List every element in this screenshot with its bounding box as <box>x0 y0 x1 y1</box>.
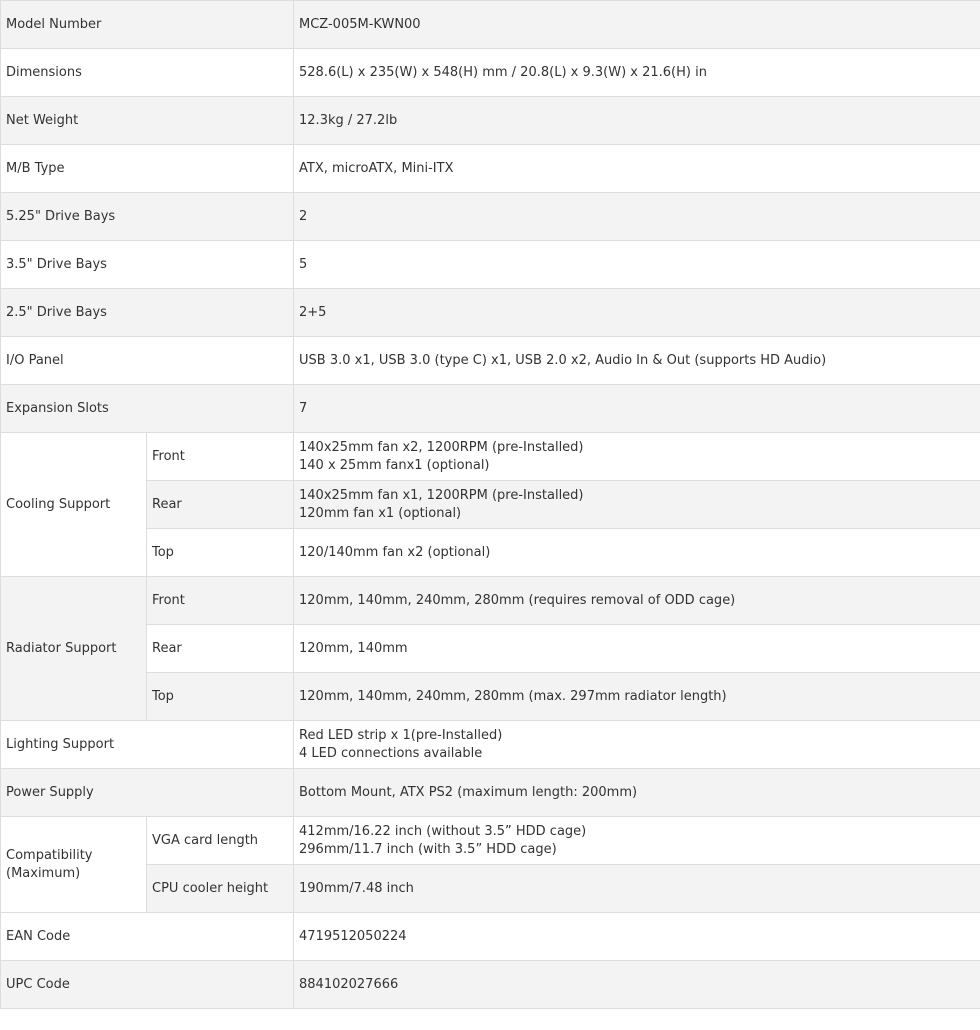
row-value: USB 3.0 x1, USB 3.0 (type C) x1, USB 2.0 x2, Audio In & Out (supports HD Audio) <box>294 337 980 385</box>
row-value: 12.3kg / 27.2lb <box>294 97 980 145</box>
row-value: 884102027666 <box>294 961 980 1009</box>
row-label: I/O Panel <box>1 337 294 385</box>
table-row <box>1 1 980 49</box>
row-value: 5 <box>294 241 980 289</box>
row-value <box>294 433 980 481</box>
label-line: Compatibility <box>6 847 93 863</box>
row-label: Power Supply <box>1 769 294 817</box>
row-value: 4719512050224 <box>294 913 980 961</box>
value-line: 140x25mm fan x2, 1200RPM (pre-Installed) <box>299 439 584 455</box>
row-value: ATX, microATX, Mini-ITX <box>294 145 980 193</box>
table-row <box>1 913 980 961</box>
value-line: 4 LED connections available <box>299 745 483 761</box>
value-line: Red LED strip x 1(pre-Installed) <box>299 727 503 743</box>
value-line: 296mm/11.7 inch (with 3.5” HDD cage) <box>299 841 557 857</box>
row-label: Dimensions <box>1 49 294 97</box>
row-value <box>294 481 980 529</box>
table-row <box>1 769 980 817</box>
row-label: 2.5" Drive Bays <box>1 289 294 337</box>
row-label: Model Number <box>1 1 294 49</box>
row-value: 120mm, 140mm, 240mm, 280mm (requires removal of ODD cage) <box>294 577 980 625</box>
row-value: 528.6(L) x 235(W) x 548(H) mm / 20.8(L) x 9.3(W) x 21.6(H) in <box>294 49 980 97</box>
sub-label: Rear <box>147 481 294 529</box>
value-line: 140 x 25mm fanx1 (optional) <box>299 457 490 473</box>
table-row <box>1 961 980 1009</box>
row-value: 2 <box>294 193 980 241</box>
row-value: 120mm, 140mm, 240mm, 280mm (max. 297mm radiator length) <box>294 673 980 721</box>
row-value: 120mm, 140mm <box>294 625 980 673</box>
table-row <box>1 673 980 721</box>
sub-label: Front <box>147 433 294 481</box>
row-label: 3.5" Drive Bays <box>1 241 294 289</box>
row-label: M/B Type <box>1 145 294 193</box>
row-label: Lighting Support <box>1 721 294 769</box>
group-label-cooling: Cooling Support <box>1 433 147 577</box>
row-value <box>294 817 980 865</box>
table-row <box>1 49 980 97</box>
table-row <box>1 625 980 673</box>
sub-label: Front <box>147 577 294 625</box>
row-label: 5.25" Drive Bays <box>1 193 294 241</box>
sub-label: CPU cooler height <box>147 865 294 913</box>
label-line: (Maximum) <box>6 865 81 881</box>
sub-label: Rear <box>147 625 294 673</box>
row-value <box>294 721 980 769</box>
table-row <box>1 385 980 433</box>
table-row <box>1 337 980 385</box>
row-value: 7 <box>294 385 980 433</box>
table-row <box>1 433 980 481</box>
table-row <box>1 241 980 289</box>
table-row <box>1 577 980 625</box>
sub-label: Top <box>147 673 294 721</box>
row-value: Bottom Mount, ATX PS2 (maximum length: 200mm) <box>294 769 980 817</box>
row-label: EAN Code <box>1 913 294 961</box>
row-value: 120/140mm fan x2 (optional) <box>294 529 980 577</box>
sub-label: VGA card length <box>147 817 294 865</box>
row-label: Net Weight <box>1 97 294 145</box>
table-row <box>1 865 980 913</box>
table-row <box>1 97 980 145</box>
group-label-radiator: Radiator Support <box>1 577 147 721</box>
row-value: 190mm/7.48 inch <box>294 865 980 913</box>
row-label: UPC Code <box>1 961 294 1009</box>
table-row <box>1 481 980 529</box>
row-value: MCZ-005M-KWN00 <box>294 1 980 49</box>
value-line: 120mm fan x1 (optional) <box>299 505 462 521</box>
value-line: 412mm/16.22 inch (without 3.5” HDD cage) <box>299 823 587 839</box>
sub-label: Top <box>147 529 294 577</box>
table-row <box>1 193 980 241</box>
value-line: 140x25mm fan x1, 1200RPM (pre-Installed) <box>299 487 584 503</box>
table-row <box>1 721 980 769</box>
table-row <box>1 529 980 577</box>
row-label: Expansion Slots <box>1 385 294 433</box>
row-value: 2+5 <box>294 289 980 337</box>
group-label-compatibility <box>1 817 147 913</box>
table-row <box>1 289 980 337</box>
table-row <box>1 145 980 193</box>
table-row <box>1 817 980 865</box>
